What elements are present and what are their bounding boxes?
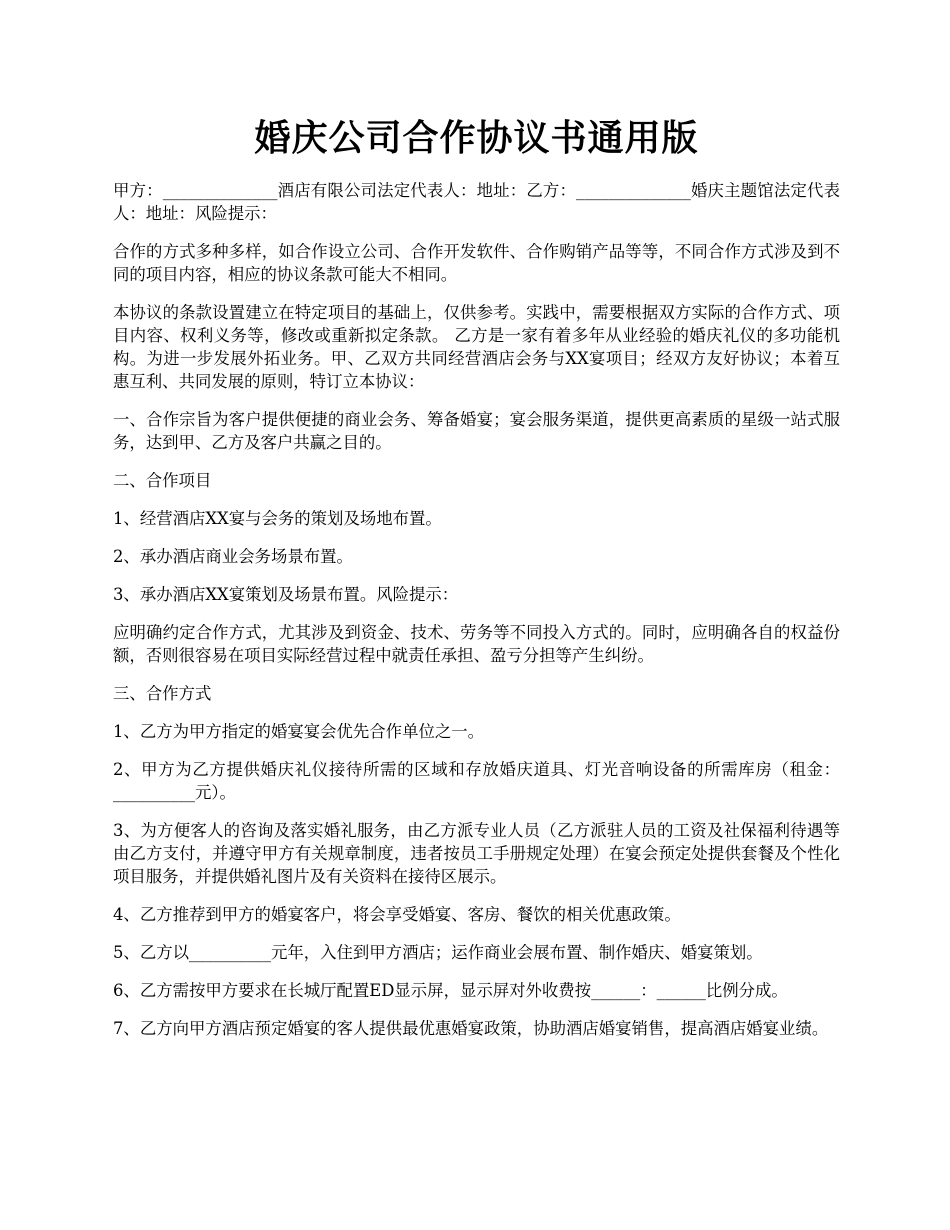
paragraph-item-2-2: 2、承办酒店商业会务场景布置。 <box>113 547 353 566</box>
paragraph-item-3-4: 4、乙方推荐到甲方的婚宴客户，将会享受婚宴、客房、餐饮的相关优惠政策。 <box>113 905 681 924</box>
paragraph-cooperation-forms: 合作的方式多种多样，如合作设立公司、合作开发软件、合作购销产品等等，不同合作方式涉及到不同的项目内容，相应的协议条款可能大不相同。 <box>113 242 840 284</box>
paragraph-item-3-5: 5、乙方以__________元年，入住到甲方酒店；运作商业会展布置、制作婚庆、婚宴策划。 <box>113 943 763 962</box>
document-page <box>113 0 840 1055</box>
paragraph-item-3-3: 3、为方便客人的咨询及落实婚礼服务，由乙方派专业人员（乙方派驻人员的工资及社保福利待遇等由乙方支付，并遵守甲方有关规章制度，违者按员工手册规定处理）在宴会预定处提供套餐及个性化项目服务，并提供婚礼图片及有关资料在接待区展示。 <box>113 821 840 886</box>
heading-section-2: 二、合作项目 <box>113 471 212 490</box>
paragraph-item-3-6: 6、乙方需按甲方要求在长城厅配置ED显示屏，显示屏对外收费按______：______比例分成。 <box>113 981 788 1000</box>
heading-section-3: 三、合作方式 <box>113 684 212 703</box>
paragraph-item-3-2: 2、甲方为乙方提供婚庆礼仪接待所需的区域和存放婚庆道具、灯光音响设备的所需库房（租金：__________元）。 <box>113 760 840 802</box>
paragraph-section-1-purpose: 一、合作宗旨为客户提供便捷的商业会务、筹备婚宴；宴会服务渠道，提供更高素质的星级一站式服务，达到甲、乙方及客户共赢之目的。 <box>113 410 840 452</box>
paragraph-parties: 甲方：______________酒店有限公司法定代表人：地址：乙方：______________婚庆主题馆法定代表人：地址：风险提示： <box>113 181 840 223</box>
paragraph-item-3-1: 1、乙方为甲方指定的婚宴宴会优先合作单位之一。 <box>113 722 485 741</box>
paragraph-item-2-1: 1、经营酒店XX宴与会务的策划及场地布置。 <box>113 509 442 528</box>
paragraph-agreement-basis: 本协议的条款设置建立在特定项目的基础上，仅供参考。实践中，需要根据双方实际的合作方式、项目内容、权利义务等，修改或重新拟定条款。 乙方是一家有着多年从业经验的婚庆礼仪的多功能机构。为进一步发展外拓业务。甲、乙双方共同经营酒店会务与XX宴项目；经双方友好协议；本着互惠互利、共同发展的原则，特订立本协议： <box>113 303 840 391</box>
paragraph-item-3-7: 7、乙方向甲方酒店预定婚宴的客人提供最优惠婚宴政策，协助酒店婚宴销售，提高酒店婚宴业绩。 <box>113 1019 829 1038</box>
document-title: 婚庆公司合作协议书通用版 <box>254 117 699 159</box>
paragraph-risk-note: 应明确约定合作方式，尤其涉及到资金、技术、劳务等不同投入方式的。同时，应明确各自的权益份额，否则很容易在项目实际经营过程中就责任承担、盈亏分担等产生纠纷。 <box>113 623 840 665</box>
paragraph-item-2-3: 3、承办酒店XX宴策划及场景布置。风险提示： <box>113 585 459 604</box>
